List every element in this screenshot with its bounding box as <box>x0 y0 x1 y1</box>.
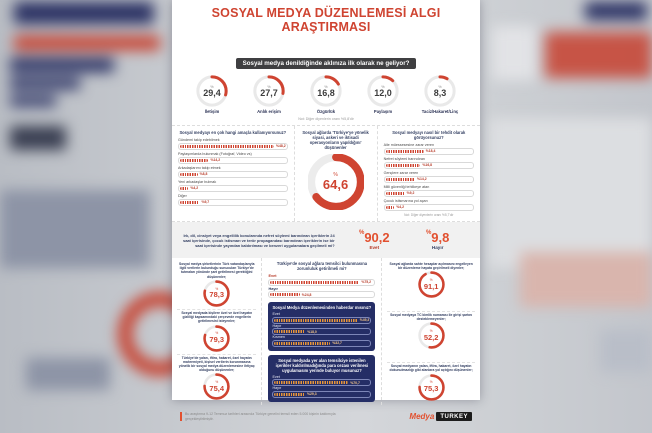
bar-value: %75,2 <box>361 280 372 284</box>
donut-gauge <box>418 271 445 298</box>
donut-gauge <box>196 75 228 107</box>
gauge-label: İletişim <box>204 109 220 114</box>
gauge-taciz <box>414 75 466 114</box>
gauge-value: 91,1 <box>423 281 439 291</box>
percent-sign: % <box>215 286 219 291</box>
big-donut-gauge <box>308 154 364 210</box>
gauge-anlik-erisim <box>243 75 295 114</box>
donut-gauge <box>203 373 230 400</box>
brand-logo <box>409 412 472 421</box>
bg-blur-block <box>0 190 150 268</box>
lower-left-column <box>172 258 262 405</box>
gauge-value: 78,3 <box>209 290 225 300</box>
bar-label: Evet <box>272 374 280 379</box>
bar-value: %32,7 <box>332 341 342 345</box>
gauge-label: Özgürlük <box>316 109 336 114</box>
threat-column <box>378 126 480 221</box>
middle-section <box>172 125 480 222</box>
gauge-value: 29,4 <box>203 87 221 98</box>
bar-value: %4,2 <box>396 205 405 209</box>
bar-label: Evet <box>272 312 280 316</box>
bar-row <box>178 166 288 178</box>
bar-row <box>384 157 474 169</box>
gauge-stack <box>177 354 256 402</box>
gauge-value: 64,6 <box>322 177 349 192</box>
gauge-value: 27,7 <box>260 87 278 98</box>
donut-gauge <box>203 280 230 307</box>
bar-row <box>384 171 474 183</box>
bar-value: %18,4 <box>425 149 436 153</box>
gauge-value: 79,3 <box>209 334 225 344</box>
percent-sign: % <box>429 380 433 385</box>
bar-value: %70,7 <box>350 380 360 385</box>
bar-value: %9,7 <box>201 200 210 204</box>
bar-label: Kısmen <box>272 335 285 339</box>
gauge-stack <box>387 261 475 299</box>
bg-blur-block <box>545 32 652 78</box>
bar-fill <box>270 293 299 296</box>
percent-sign: % <box>333 172 338 178</box>
bar-label: Gündemi takip edebilmek <box>178 138 220 142</box>
bar-label: Nefret söylemi barındıran <box>383 157 425 161</box>
top-gauges-row <box>172 70 480 114</box>
band-no-label: Hayır <box>431 245 444 250</box>
bar-fill <box>274 342 330 345</box>
logo-primary: Medya <box>409 412 435 421</box>
bar-row <box>178 194 288 206</box>
bar-label: Çocuk istismarına yol açan <box>383 199 428 203</box>
percent-sign: % <box>429 278 433 283</box>
infographic-card <box>172 0 480 421</box>
bar-value: %24,8 <box>301 292 312 297</box>
bar-label: Diğer <box>178 194 187 198</box>
bg-blur-block <box>492 26 536 80</box>
bg-blur-block <box>26 358 110 390</box>
gauge-value: 8,3 <box>433 87 447 98</box>
bar-label: Evet <box>268 274 277 278</box>
bar-fill <box>180 201 199 204</box>
bar-row <box>384 199 474 211</box>
header <box>172 0 480 70</box>
bar-fill <box>386 192 405 195</box>
bar-fill <box>270 281 359 284</box>
band-yes <box>343 230 406 250</box>
bar-fill <box>386 206 395 209</box>
bg-blur-block <box>14 2 154 24</box>
gauge-paylasim <box>357 75 409 114</box>
lower-middle-column <box>262 258 382 405</box>
gauge-value: 75,3 <box>423 383 439 393</box>
bg-blur-block <box>488 118 652 268</box>
usage-column <box>172 126 295 221</box>
bg-blur-block <box>10 96 56 106</box>
gauge-value: 75,4 <box>209 383 225 393</box>
gauge-caption: Türkiye'de yalan, iftira, hakaret, özel hayatın mahremiyeti, kişisel verilerin korunmasına yönelik bir sosyal medya düzenlemesine ihtiyaç olduğunu düşünenler; <box>178 355 255 373</box>
bg-blur-block <box>585 2 647 20</box>
bar-fill <box>386 178 415 181</box>
gauge-label: Anlık erişim <box>257 109 281 114</box>
bar-row <box>384 185 474 197</box>
bar-value: %14,2 <box>417 177 427 181</box>
gauge-caption: Sosyal medya şirketlerinin Türk vatandaşlarıyla ilgili verilerin bulunduğu sunucuları Türkiye'de tutmaları yönünde şart getirilmesi gerektiğini düşünenler; <box>179 262 255 279</box>
footer <box>172 405 480 433</box>
threat-title: Sosyal medyayı nasıl bir tehdit olarak görüyorsunuz? <box>392 130 466 140</box>
gauge-label: Taciz/Hakaret/Linç <box>421 109 459 114</box>
gauge-iletisim <box>186 75 238 114</box>
bar-fill <box>274 381 348 384</box>
band-yes-value: 90,2 <box>364 230 390 245</box>
gauge-caption: Sosyal medyada kişilere özel ve özel hayatın gizliliği kapsamındaki çerçevede engellerin getirilmesini isteyenler; <box>181 310 253 324</box>
bar-fill <box>180 173 198 176</box>
gauge-stack <box>177 309 256 353</box>
gauge-label: Paylaşım <box>373 109 393 114</box>
logo-secondary: TURKEY <box>436 412 472 421</box>
penalty-title: Sosyal medyada yer alan temsilciye istenilen içerikler kaldırılmadığında para cezası verilmesi uygulamasını yerinde buluyor musunuz? <box>275 357 369 373</box>
bar-label: Aile müessesesine zarar veren <box>383 143 434 147</box>
center-column <box>295 126 378 221</box>
donut-gauge <box>310 75 342 107</box>
bg-blur-block <box>10 78 80 89</box>
bar-value: %29,3 <box>307 392 317 396</box>
bar-value: %48,2 <box>275 144 286 148</box>
percent-sign: % <box>429 329 433 334</box>
percent-sign: % <box>358 230 365 236</box>
page-title: SOSYAL MEDYA DÜZENLEMESİ ALGI ARAŞTIRMASI <box>211 6 441 34</box>
bar-label: Gençlere zarar veren <box>383 171 419 175</box>
bar-fill <box>274 319 357 322</box>
gauge-caption: Sosyal ağlarda sahte hesaplar açılmasını engelleyen bir düzenleme hayata geçirilmeli diyenler; <box>389 262 473 271</box>
donut-gauge <box>253 75 285 107</box>
gauge-caption: Sosyal medyaya TC kimlik numarası ile girişi şartını desteklemeyenler; <box>390 313 473 322</box>
bar-row <box>178 138 288 150</box>
percent-sign: % <box>210 84 214 89</box>
gauge-value: 12,0 <box>374 87 392 98</box>
bar-label: Paylaşımlarda bulunmak (Fotoğraf, Video vs) <box>178 152 252 156</box>
percent-sign: % <box>215 380 219 385</box>
gauge-value: 52,2 <box>423 332 439 342</box>
bg-blur-block <box>10 126 66 150</box>
bg-blur-block <box>14 36 160 50</box>
bar-fill <box>386 150 424 153</box>
lower-right-column <box>382 258 480 405</box>
band-question: Irk, dil, cinsiyet veya engellilik konularında nefret söylemi barındıran içeriklerin 24 saat içerisinde, çocuk istismarı ve terör propagandası barındıran içeriklerin ise bir saat içerisinde yayından kaldırılması ve benzeri uygulamalara geçilmeli mi? <box>183 232 335 248</box>
bar-fill <box>180 159 208 162</box>
band-yes-label: Evet <box>369 245 380 250</box>
bar-label: Yeni arkadaşlar bulmak <box>178 180 217 184</box>
hate-speech-band <box>172 222 480 258</box>
donut-gauge <box>418 322 445 349</box>
percent-sign: % <box>324 84 328 89</box>
top-note: Not: Diğer diyenlerin oranı %5,8'dir <box>298 117 354 121</box>
percent-sign: % <box>215 331 219 336</box>
bar-label: Hayır <box>268 286 278 291</box>
donut-gauge <box>424 75 456 107</box>
band-no-value: 9,8 <box>431 230 450 245</box>
footer-note: Bu araştırma 9-12 Temmuz tarihleri arasında Türkiye genelini temsil eden 5.000 kişinin katılımıyla gerçekleştirilmiştir. <box>180 412 354 421</box>
bar-value: %9,2 <box>406 191 415 195</box>
bg-blur-block <box>600 330 652 372</box>
bar-value: %49,3 <box>359 318 370 322</box>
percent-sign: % <box>381 84 385 89</box>
bar-value: %16,8 <box>422 163 433 167</box>
percent-sign: % <box>438 84 442 89</box>
bar-row <box>384 143 474 155</box>
bar-label: Milli güvenliği tehlikeye atan <box>383 185 430 189</box>
bar-row <box>178 152 288 164</box>
gauge-value: 16,8 <box>317 87 335 98</box>
gauge-stack <box>177 261 256 308</box>
percent-sign: % <box>425 230 432 236</box>
bar-fill <box>180 187 188 190</box>
threat-note: Not: Diğer diyenlerin oranı %5,7'dir <box>404 213 454 217</box>
gauge-stack <box>387 362 475 401</box>
band-no <box>406 230 469 250</box>
usage-title: Sosyal medyayı en çok hangi amaçla kullanıyorsunuz? <box>179 130 287 135</box>
gauge-caption: Sosyal medyanın yalan, iftira, hakaret, özel hayatın dokunulmazlığı gibi alanlara yol açtığını düşünenler; <box>389 364 473 373</box>
bar-label: Arkadaşlarımı takip etmek <box>178 166 221 170</box>
bg-blur-block <box>10 58 114 72</box>
awareness-box <box>268 302 375 351</box>
donut-gauge <box>367 75 399 107</box>
donut-gauge <box>203 325 230 352</box>
bar-value: %14,2 <box>210 158 221 162</box>
subtitle-question: Sosyal medya denildiğinde aklınıza ilk olarak ne geliyor? <box>236 58 417 69</box>
percent-sign: % <box>267 84 271 89</box>
donut-gauge <box>418 374 445 401</box>
awareness-title: Sosyal Medya düzenlemesinden haberdar mısınız? <box>272 305 372 310</box>
bar-label: Hayır <box>272 323 282 328</box>
bar-fill <box>180 145 274 148</box>
penalty-box <box>268 355 375 402</box>
bar-value: %8,8 <box>199 172 208 176</box>
bar-row <box>178 180 288 192</box>
bar-label: Hayır <box>272 386 282 390</box>
bar-value: %18,0 <box>307 329 317 334</box>
bar-fill <box>274 393 305 396</box>
representative-question: Türkiye'de sosyal ağlara temsilci bulunmasına zorunluluk getirilmeli mi? <box>276 261 367 271</box>
gauge-ozgurluk <box>300 75 352 114</box>
bar-value: %4,2 <box>190 186 199 190</box>
bar-fill <box>274 330 305 333</box>
lower-section <box>172 258 480 405</box>
center-caption: Sosyal ağlarda 'Türkiye'ye yönelik siyasi, askeri ve iktisadi operasyonların yapıldığını' düşünenler <box>302 130 369 150</box>
gauge-stack <box>387 311 475 350</box>
bar-fill <box>386 164 421 167</box>
bg-blur-block <box>520 252 652 307</box>
